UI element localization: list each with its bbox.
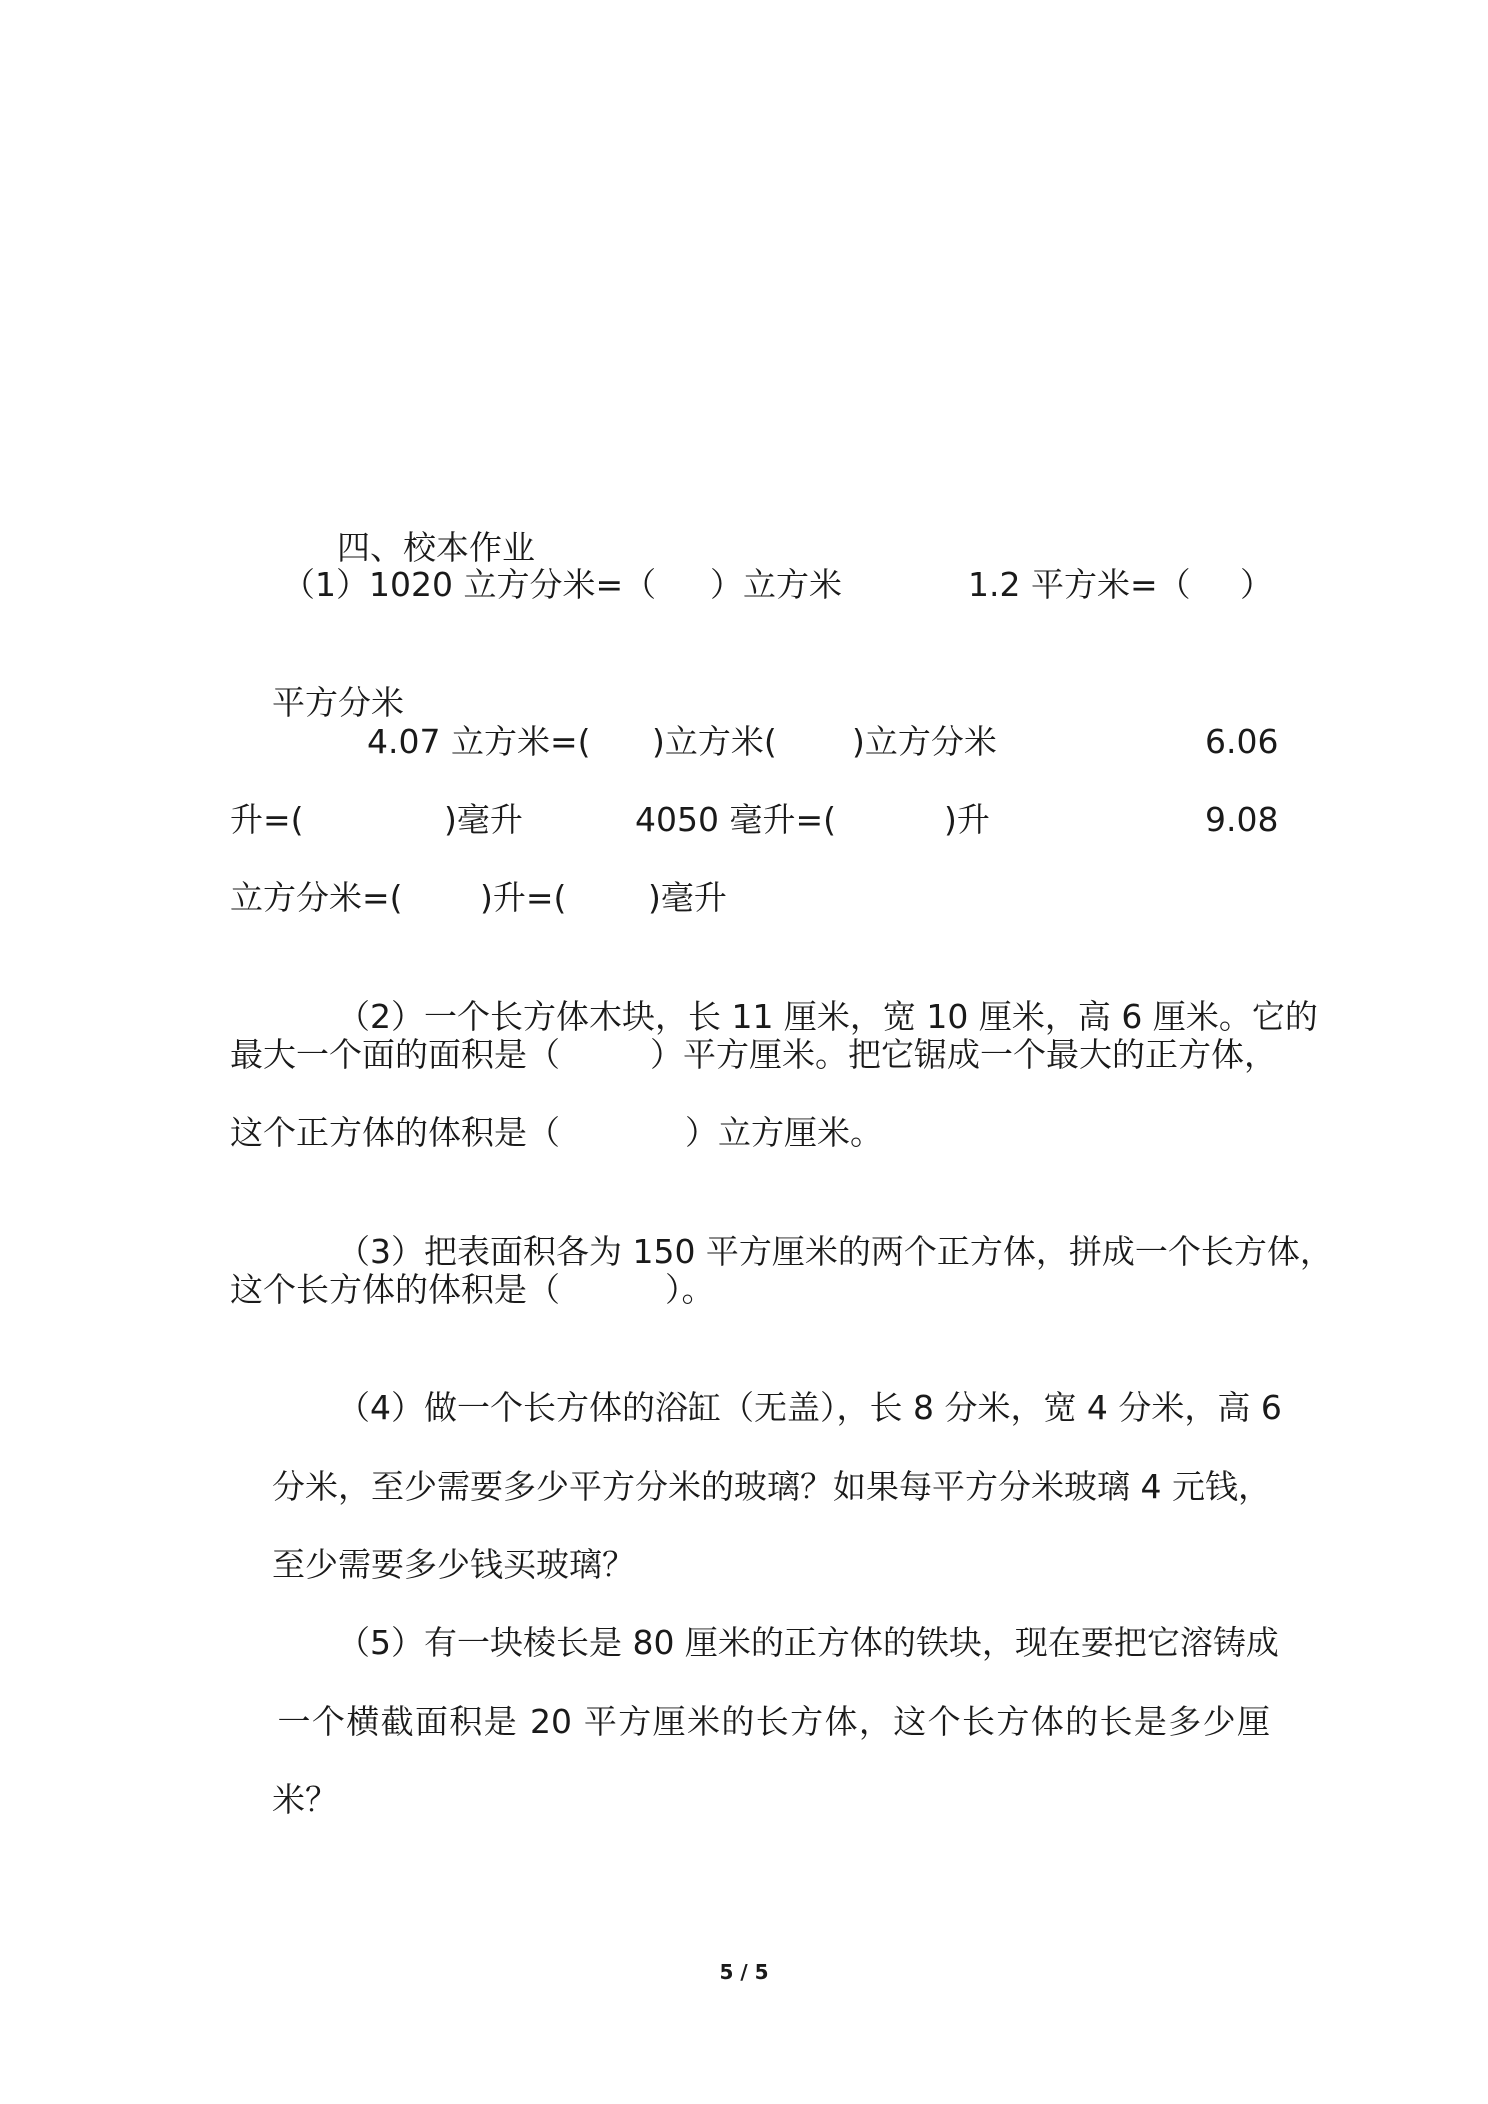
q1-line-4-part-a: 升=( <box>230 800 304 839</box>
q3-line-1-text: （3）把表面积各为 150 平方厘米的两个正方体，拼成一个长方体， <box>336 1232 1333 1271</box>
q1-line-1-part-d: ） <box>1240 565 1273 604</box>
q1-line-3-part-d: 6.06 <box>1205 722 1279 761</box>
q4-line-3-text: 至少需要多少钱买玻璃？ <box>271 1545 635 1584</box>
q1-line-3-part-a: 4.07 立方米=( <box>367 722 591 761</box>
q1-line-1-part-a: （1）1020 立方分米=（ <box>282 565 657 604</box>
q1-line-3-part-b: )立方米( <box>652 722 777 761</box>
section-title-text: 四、校本作业 <box>336 528 535 567</box>
q2-line-1-text: （2）一个长方体木块，长 11 厘米，宽 10 厘米，高 6 厘米。它的 <box>336 997 1318 1036</box>
q3-line-2-part-a: 这个长方体的体积是（ <box>230 1270 560 1309</box>
q1-line-4-part-d: )升 <box>944 800 990 839</box>
q1-line-5-part-b: )升=( <box>480 878 567 917</box>
q1-line-4-part-c: 4050 毫升=( <box>635 800 836 839</box>
q1-line-1-part-b: ）立方米 <box>710 565 842 604</box>
q2-line-2-part-a: 最大一个面的面积是（ <box>230 1035 560 1074</box>
q1-line-5-part-a: 立方分米=( <box>230 878 403 917</box>
q5-line-2-text: 一个横截面积是 20 平方厘米的长方体，这个长方体的长是多少厘 <box>277 1702 1270 1741</box>
q1-line-5-part-c: )毫升 <box>648 878 727 917</box>
q5-line-1-text: （5）有一块棱长是 80 厘米的正方体的铁块，现在要把它溶铸成 <box>336 1623 1279 1662</box>
q4-line-1-text: （4）做一个长方体的浴缸（无盖），长 8 分米，宽 4 分米，高 6 <box>336 1388 1282 1427</box>
q5-line-3-text: 米？ <box>271 1780 338 1819</box>
page-number: 5 / 5 <box>719 1960 769 1984</box>
q1-line-3-part-c: )立方分米 <box>852 722 997 761</box>
q1-line-4-part-e: 9.08 <box>1205 800 1279 839</box>
q4-line-2-text: 分米，至少需要多少平方分米的玻璃？如果每平方分米玻璃 4 元钱， <box>271 1467 1271 1506</box>
q2-line-3-part-b: ）立方厘米。 <box>685 1113 883 1152</box>
q3-line-2-part-b: ）。 <box>665 1270 715 1309</box>
q1-line-4-part-b: )毫升 <box>444 800 523 839</box>
q2-line-3-part-a: 这个正方体的体积是（ <box>230 1113 560 1152</box>
q2-line-2-part-b: ）平方厘米。把它锯成一个最大的正方体， <box>650 1035 1277 1074</box>
q1-line-2-text: 平方分米 <box>271 683 404 722</box>
q1-line-1-part-c: 1.2 平方米=（ <box>968 565 1191 604</box>
q5-line-3 <box>230 1740 1270 1860</box>
